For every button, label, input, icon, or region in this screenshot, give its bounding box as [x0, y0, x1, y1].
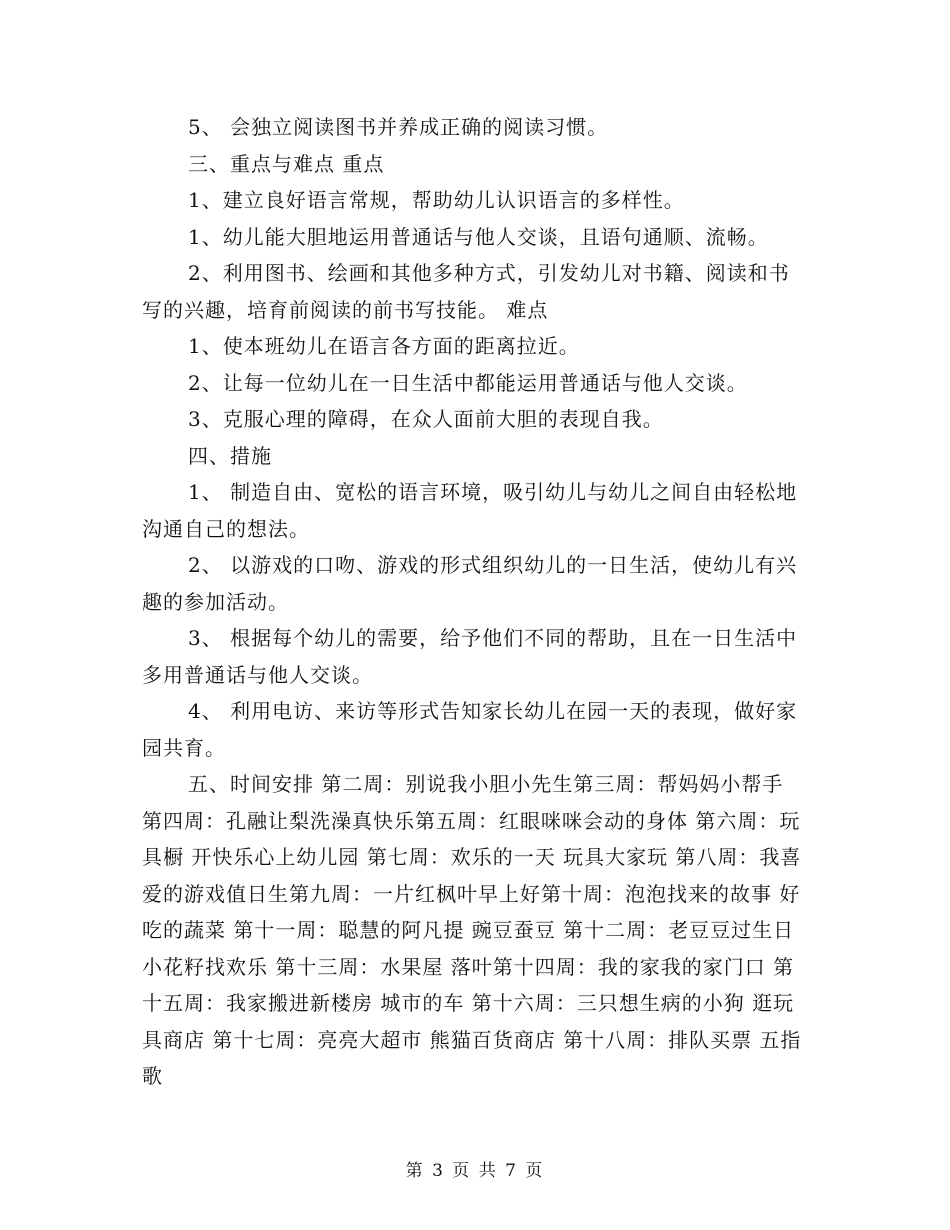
page-number-footer: 第 3 页 共 7 页 [405, 1161, 545, 1181]
paragraph-measure-1: 1、 制造自由、宽松的语言环境，吸引幼儿与幼儿之间自由轻松地沟通自己的想法。 [142, 480, 798, 541]
heading-key-points: 三、重点与难点 重点 [188, 151, 385, 176]
paragraph-difficulty-3: 3、克服心理的障碍，在众人面前大胆的表现自我。 [188, 407, 664, 431]
paragraph-measure-3: 3、 根据每个幼儿的需要，给予他们不同的帮助，且在一日生活中多用普通话与他人交谈。 [142, 626, 798, 687]
paragraph-difficulty-2: 2、让每一位幼儿在一日生活中都能运用普通话与他人交谈。 [188, 370, 748, 395]
paragraph-difficulty-1: 1、使本班幼儿在语言各方面的距离拉近。 [188, 334, 580, 358]
paragraph-key-point-3: 2、利用图书、绘画和其他多种方式，引发幼儿对书籍、阅读和书写的兴趣，培育前阅读的前书写技能。 难点 [142, 261, 790, 322]
paragraph-key-point-1: 1、建立良好语言常规，帮助幼儿认识语言的多样性。 [188, 188, 685, 212]
paragraph-schedule: 五、时间安排 第二周：别说我小胆小先生第三周：帮妈妈小帮手第四周：孔融让梨洗澡真快乐第五周：红眼咪咪会动的身体 第六周：玩具橱 开快乐心上幼儿园 第七周：欢乐的一天 玩具大家玩 第八周：我喜爱的游戏值日生第九周：一片红枫叶早上好第十周：泡泡找来的故事 好吃的蔬菜 第十一周：聪慧的阿凡提 豌豆蚕豆 第十二周：老豆豆过生日 小花籽找欢乐 第十三周：水果屋 落叶第十四周：我的家我的家门口 第十五周：我家搬进新楼房 城市的车 第十六周：三只想生病的小狗 逛玩具商店 第十七周：亮亮大超市 熊猫百货商店 第十八周：排队买票 五指歌 [142, 772, 802, 1088]
paragraph-measure-2: 2、 以游戏的口吻、游戏的形式组织幼儿的一日生活，使幼儿有兴趣的参加活动。 [142, 553, 798, 614]
paragraph-key-point-2: 1、幼儿能大胆地运用普通话与他人交谈，且语句通顺、流畅。 [188, 224, 769, 249]
paragraph-measure-4: 4、 利用电访、来访等形式告知家长幼儿在园一天的表现，做好家园共育。 [142, 699, 798, 760]
paragraph-reading-habit: 5、 会独立阅读图书并养成正确的阅读习惯。 [188, 115, 609, 139]
document-body [142, 109, 804, 1095]
heading-measures: 四、措施 [188, 443, 272, 468]
